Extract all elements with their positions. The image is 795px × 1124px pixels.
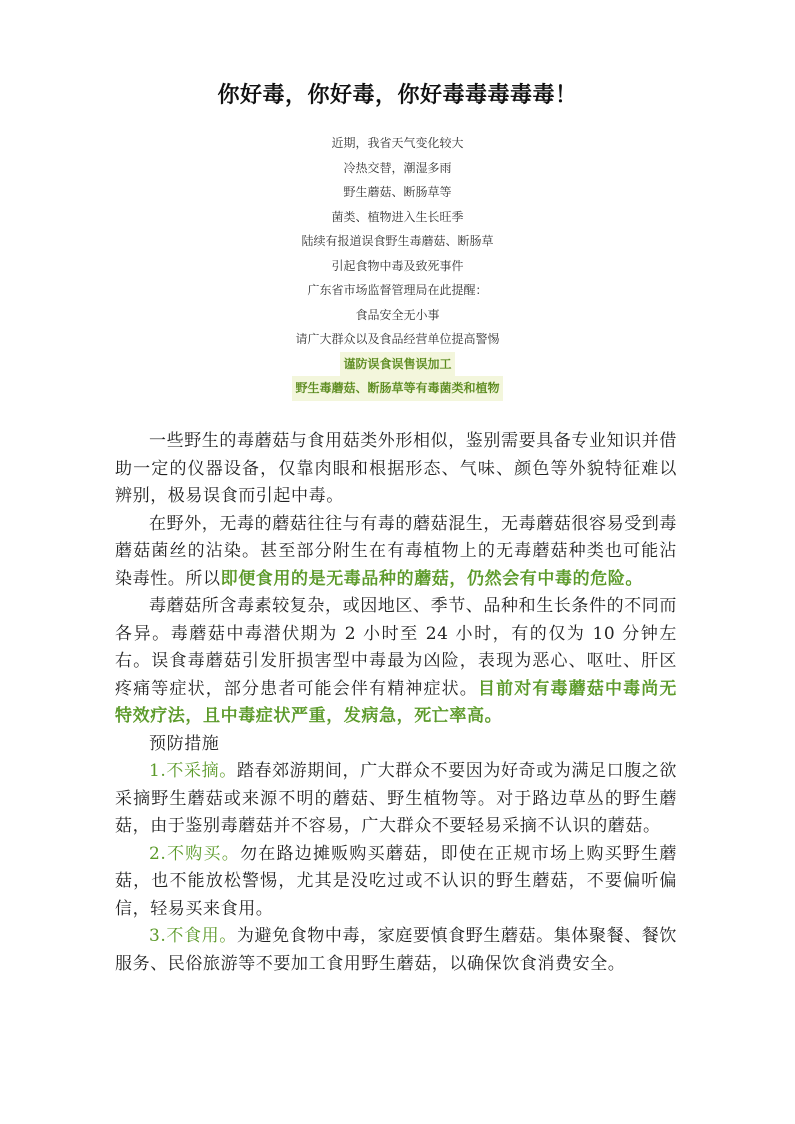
intro-line: 陆续有报道误食野生毒蘑菇、断肠草	[301, 234, 494, 248]
highlight-text: 谨防误食误售误加工	[340, 352, 454, 377]
prevention-text: 勿在路边摊贩购买蘑菇，即使在正规市场上购买野生蘑菇，也不能放松警惕，尤其是没吃过或不认识的野生蘑菇，不要偏听偏信，轻易买来食用。	[115, 843, 677, 919]
intro-line: 引起食物中毒及致死事件	[331, 258, 464, 273]
emphasis-text: 目前对有毒蘑菇中毒尚无特效疗法，且中毒症状严重，发病急，死亡率高。	[115, 678, 678, 726]
prevention-label: 3.不食用。	[149, 926, 237, 946]
article-body	[115, 428, 677, 978]
paragraph-3	[115, 593, 677, 731]
paragraph-2	[115, 511, 677, 594]
prevention-text: 为避免食物中毒，家庭要慎食野生蘑菇。集体聚餐、餐饮服务、民俗旅游等不要加工食用野生蘑菇，以确保饮食消费安全。	[115, 926, 678, 974]
paragraph-text: 毒蘑菇所含毒素较复杂，或因地区、季节、品种和生长条件的不同而各异。毒蘑菇中毒潜伏期为 2 小时至 24 小时，有的仅为 10 分钟左右。误食毒蘑菇引发肝损害型中毒最为凶险，表现为恶心、呕吐、肝区疼痛等症状，部分患者可能会伴有精神症状。	[115, 596, 677, 699]
paragraph-1: 一些野生的毒蘑菇与食用菇类外形相似，鉴别需要具备专业知识并借助一定的仪器设备，仅靠肉眼和根据形态、气味、颜色等外貌特征难以辨别，极易误食而引起中毒。	[115, 431, 677, 506]
prevention-item	[115, 841, 677, 924]
intro-line: 冷热交替，潮湿多雨	[343, 160, 452, 175]
intro-line: 广东省市场监督管理局在此提醒：	[307, 283, 488, 297]
section-heading: 预防措施	[149, 733, 220, 754]
intro-notice	[0, 131, 795, 401]
prevention-item	[115, 758, 677, 841]
paragraph-text: 在野外，无毒的蘑菇往往与有毒的蘑菇混生，无毒蘑菇很容易受到毒蘑菇菌丝的沾染。甚至部分附生在有毒植物上的无毒蘑菇种类也可能沾染毒性。所以	[115, 513, 677, 589]
intro-line: 请广大群众以及食品经营单位提高警惕	[295, 332, 500, 346]
page-title: 你好毒，你好毒，你好毒毒毒毒毒！	[217, 82, 578, 108]
intro-line: 近期，我省天气变化较大	[331, 136, 464, 150]
intro-line: 菌类、植物进入生长旺季	[331, 209, 464, 224]
prevention-text: 踏春郊游期间，广大群众不要因为好奇或为满足口腹之欲采摘野生蘑菇或来源不明的蘑菇、野生植物等。对于路边草丛的野生蘑菇，由于鉴别毒蘑菇并不容易，广大群众不要轻易采摘不认识的蘑菇。	[115, 761, 678, 836]
highlight-line	[0, 352, 795, 377]
emphasis-text: 即便食用的是无毒品种的蘑菇，仍然会有中毒的危险。	[220, 568, 644, 589]
intro-line: 野生蘑菇、断肠草等	[343, 185, 452, 199]
highlight-text: 野生毒蘑菇、断肠草等有毒菌类和植物	[292, 376, 502, 401]
highlight-line	[0, 376, 795, 401]
prevention-label: 1.不采摘。	[149, 761, 237, 781]
intro-line: 食品安全无小事	[355, 307, 440, 322]
prevention-item	[115, 923, 677, 978]
prevention-label: 2.不购买。	[149, 843, 240, 864]
